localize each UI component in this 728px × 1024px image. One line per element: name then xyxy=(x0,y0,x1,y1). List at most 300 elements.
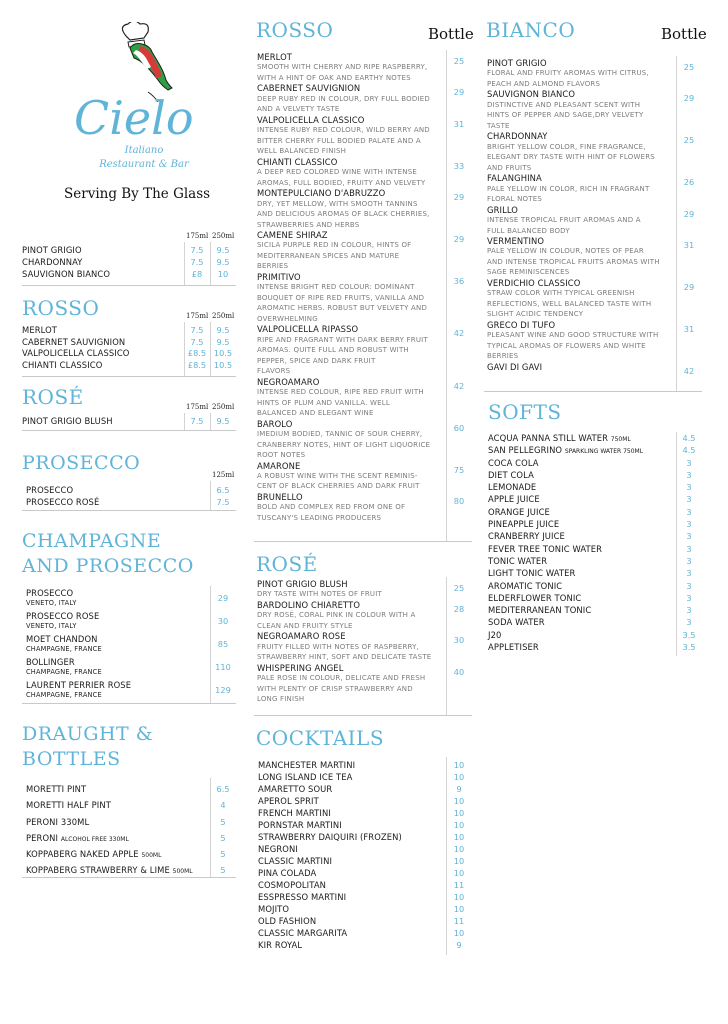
item-name-text: MORETTI PINT xyxy=(26,783,87,794)
item-price: 11 xyxy=(453,915,465,926)
list-item xyxy=(484,567,702,579)
glass-row xyxy=(22,269,236,281)
wine-item xyxy=(254,492,472,523)
item-price: 5 xyxy=(220,816,226,827)
wine-name: GAVI DI GAVI xyxy=(487,361,543,372)
wine-price: 25 xyxy=(683,62,695,72)
item-price: 110 xyxy=(215,662,231,672)
glass-rose-size-175: 175ml xyxy=(186,403,209,411)
wine-description: DRY ROSÉ, CORAL PINK IN COLOUR WITH A xyxy=(257,611,416,620)
glass-item-name: PINOT GRIGIO xyxy=(22,245,82,255)
wine-description: WITH PLENTY OF CRISP STRAWBERRY AND xyxy=(257,684,413,693)
wine-item xyxy=(484,278,702,320)
glass-item-price-175: 7.5 xyxy=(190,245,204,255)
wine-item xyxy=(484,58,702,89)
item-price: 10 xyxy=(453,891,465,902)
item-name-text: DIET COLA xyxy=(488,469,534,480)
wine-price: 75 xyxy=(453,464,465,475)
list-item xyxy=(484,444,702,456)
list-item xyxy=(484,555,702,567)
wine-name: CAMENE SHIRAZ xyxy=(257,230,328,241)
wine-price: 42 xyxy=(683,365,695,376)
glass-white-list xyxy=(22,242,236,286)
list-item xyxy=(254,819,472,831)
item-name xyxy=(258,868,316,878)
list-item xyxy=(22,846,236,862)
rosso-list xyxy=(254,50,472,542)
item-note: 500ML xyxy=(172,868,193,876)
glass-row xyxy=(22,325,236,337)
champagne-list xyxy=(22,586,236,704)
draught-list xyxy=(22,778,236,878)
wine-name: GRECO DI TUFO xyxy=(487,319,556,330)
wine-description: SAGE REMINISCENCES xyxy=(487,268,570,277)
logo-subtitle-1: Italiano xyxy=(124,145,164,156)
item-name-text: APPLETISER xyxy=(488,641,539,652)
list-item xyxy=(22,781,236,797)
wine-price: 30 xyxy=(453,635,465,646)
list-item xyxy=(254,915,472,927)
wine-name: SAUVIGNON BIANCO xyxy=(487,89,576,100)
wine-name: CHIANTI CLASSICO xyxy=(257,156,338,167)
item-price: 10 xyxy=(453,759,465,770)
list-item xyxy=(484,469,702,481)
item-name xyxy=(258,760,355,770)
list-item xyxy=(484,580,702,592)
item-name-text: TONIC WATER xyxy=(488,555,548,566)
wine-item xyxy=(484,320,702,362)
list-item xyxy=(484,493,702,505)
champagne-heading-2: AND PROSECCO xyxy=(22,555,194,577)
wine-price: 29 xyxy=(453,87,465,98)
item-name-text: LONG ISLAND ICE TEA xyxy=(258,771,353,782)
item-name xyxy=(258,808,331,818)
glass-item-price-250: 10 xyxy=(217,269,229,279)
item-price: 11 xyxy=(453,879,465,890)
item-name-text: MANCHESTER MARTINI xyxy=(258,759,356,770)
cocktails-heading: COCKTAILS xyxy=(256,726,385,750)
list-item xyxy=(254,843,472,855)
item-name xyxy=(26,800,111,810)
wine-description: DRY TASTE WITH NOTES OF FRUIT xyxy=(257,590,382,599)
wine-description: HINTS OF PEPPER AND SAGE,DRY VELVETY xyxy=(487,111,644,120)
wine-description: SLIGHT ACIDIC TENDENCY xyxy=(487,310,584,319)
champagne-item xyxy=(22,588,236,611)
list-item xyxy=(254,783,472,795)
wine-description: AND A VELVETY TASTE xyxy=(257,105,340,114)
item-name xyxy=(488,605,591,615)
item-name xyxy=(258,940,302,950)
list-item xyxy=(484,629,702,641)
item-price: 3 xyxy=(686,494,692,505)
item-price: 6.5 xyxy=(216,484,230,495)
item-price: 3 xyxy=(686,531,692,542)
item-name-text: AMARETTO SOUR xyxy=(258,783,333,794)
item-name: PROSECCO ROSE xyxy=(26,611,100,621)
wine-description: IMEDIUM BODIED, TANNIC OF SOUR CHERRY, xyxy=(257,430,423,439)
item-price: 6.5 xyxy=(216,783,230,794)
item-name-text: CLASSIC MARTINI xyxy=(258,855,333,866)
item-name-text: PERONI 330ML xyxy=(26,816,90,827)
item-name xyxy=(258,916,316,926)
wine-description: BOUQUET OF RIPE RED FRUITS, VANILLA AND xyxy=(257,293,425,302)
wine-description: FLORAL NOTES xyxy=(487,195,542,204)
item-name-text: LIGHT TONIC WATER xyxy=(488,568,576,579)
list-item xyxy=(22,814,236,830)
item-price: 10 xyxy=(453,807,465,818)
item-name-text: COCA COLA xyxy=(488,457,539,468)
wine-description: STRAWBERRIES AND HERBS xyxy=(257,220,360,229)
wine-price: 29 xyxy=(683,93,695,104)
wine-description: PEPPER, SPICE AND DARK FRUIT xyxy=(257,356,376,365)
item-name-text: SODA WATER xyxy=(488,617,545,628)
wine-item xyxy=(484,131,702,173)
softs-list xyxy=(484,432,702,656)
wine-description: PEACH AND ALMOND FLAVORS xyxy=(487,79,601,88)
glass-item-name: CHIANTI CLASSICO xyxy=(22,359,103,370)
list-item xyxy=(484,641,702,653)
champagne-item xyxy=(22,657,236,680)
wine-price: 25 xyxy=(683,135,695,146)
wine-item xyxy=(254,377,472,419)
wine-price: 29 xyxy=(453,192,465,203)
logo-name: Cielo xyxy=(74,91,194,145)
wine-price: 60 xyxy=(453,422,465,433)
softs-heading: SOFTS xyxy=(488,400,562,424)
wine-description: PLEASANT WINE AND GOOD STRUCTURE WITH xyxy=(487,331,659,340)
wine-price: 25 xyxy=(453,583,465,593)
wine-description: DEEP RUBY RED IN COLOUR, DRY FULL BODIED xyxy=(257,94,430,103)
item-price: 9 xyxy=(456,783,462,794)
wine-description: SICILA PURPLE RED IN COLOUR, HINTS OF xyxy=(257,241,412,250)
wine-description: INTENSE TROPICAL FRUIT AROMAS AND A xyxy=(487,216,641,225)
wine-price: 80 xyxy=(453,495,465,506)
wine-description: INTENSE BRIGHT RED COLOUR: DOMINANT xyxy=(257,283,415,292)
item-name-text: FEVER TREE TONIC WATER xyxy=(488,543,603,554)
list-item xyxy=(484,432,702,444)
item-price: 4.5 xyxy=(682,432,696,443)
item-price: 10 xyxy=(453,795,465,806)
wine-description: A DEEP RED COLORED WINE WITH INTENSE xyxy=(257,168,417,177)
item-name xyxy=(488,568,575,578)
list-item xyxy=(254,927,472,939)
wine-description: BERRIES xyxy=(257,262,289,271)
wine-price: 29 xyxy=(683,281,695,292)
list-item xyxy=(484,616,702,628)
item-name-text: OLD FASHION xyxy=(258,915,317,926)
item-price: 10 xyxy=(453,903,465,914)
item-name-text: ACQUA PANNA STILL WATER xyxy=(488,432,609,443)
list-item xyxy=(254,855,472,867)
wine-name: PINOT GRIGIO BLUSH xyxy=(257,579,348,589)
wine-description: CRANBERRY NOTES, HINT OF LIGHT LIQUORICE xyxy=(257,440,431,449)
champagne-heading-1: CHAMPAGNE xyxy=(22,530,162,552)
item-price: 7.5 xyxy=(216,496,230,507)
wine-name: GRILLO xyxy=(487,204,519,215)
item-price: 3 xyxy=(686,506,692,517)
wine-description: AND INTENSE TROPICAL FRUITS AROMAS WITH xyxy=(487,257,660,266)
prosecco-size: 125ml xyxy=(212,471,235,479)
item-price: 10 xyxy=(453,831,465,842)
item-name xyxy=(258,772,352,782)
item-name xyxy=(26,849,161,861)
glass-item-price-175: 7.5 xyxy=(190,325,204,335)
item-name-text: LEMONADE xyxy=(488,482,537,493)
item-name-text: CRANBERRY JUICE xyxy=(488,531,565,542)
wine-item xyxy=(254,52,472,83)
wine-price: 25 xyxy=(453,56,465,66)
item-price: 9 xyxy=(456,939,462,950)
glass-item-name: CABERNET SAUVIGNION xyxy=(22,336,126,347)
wine-item xyxy=(254,461,472,492)
glass-size-175: 175ml xyxy=(186,232,209,240)
wine-item xyxy=(254,663,472,705)
wine-price: 26 xyxy=(683,177,695,188)
glass-item-price-175: £8 xyxy=(191,269,203,279)
item-price: 3 xyxy=(686,617,692,628)
wine-description: TUSCANY'S LEADING PRODUCERS xyxy=(257,513,382,522)
list-item xyxy=(484,518,702,530)
item-origin: VENETO, ITALY xyxy=(26,599,77,608)
item-name xyxy=(488,507,550,517)
wine-name: NEGROAMARO ROSE xyxy=(257,631,346,642)
item-name-text: MORETTI HALF PINT xyxy=(26,800,111,811)
list-item xyxy=(484,604,702,616)
item-name xyxy=(26,784,86,794)
item-origin: CHAMPAGNE, FRANCE xyxy=(26,668,102,677)
wine-price: 29 xyxy=(453,234,465,245)
item-name xyxy=(488,617,545,627)
glass-rose-size-250: 250ml xyxy=(212,403,235,411)
glass-item-name: CHARDONNAY xyxy=(22,257,83,267)
list-item xyxy=(22,797,236,813)
wine-price: 36 xyxy=(453,275,465,286)
glass-size-250: 250ml xyxy=(212,232,235,240)
list-item xyxy=(254,903,472,915)
wine-description: AROMAS. QUITE FULL AND ROBUST WITH xyxy=(257,346,409,355)
wine-price: 31 xyxy=(683,240,695,251)
wine-description: FLAVORS xyxy=(257,367,291,376)
item-name: MOET CHANDON xyxy=(26,634,98,644)
wine-description: AROMATIC HERBS. ROBUST BUT VELVETY AND xyxy=(257,304,428,313)
wine-description: PALE ROSE IN COLOUR, DELICATE AND FRESH xyxy=(257,674,426,683)
item-price: 85 xyxy=(217,639,229,649)
list-item xyxy=(484,592,702,604)
wine-description: RIPE AND FRAGRANT WITH DARK BERRY FRUIT xyxy=(257,335,428,344)
item-name xyxy=(258,832,402,842)
wine-item xyxy=(254,600,472,631)
item-price: 5 xyxy=(220,849,226,860)
item-price: 3 xyxy=(686,555,692,566)
item-price: 4.5 xyxy=(682,445,696,456)
wine-item xyxy=(484,89,702,131)
wine-description: HINTS OF PLUM AND VANILLA. WELL xyxy=(257,398,390,407)
wine-description: BRIGHT YELLOW COLOR, FINE FRAGRANCE, xyxy=(487,142,646,151)
wine-description: INTENSE RED COLOUR, RIPE RED FRUIT WITH xyxy=(257,388,424,397)
glass-rosso-size-175: 175ml xyxy=(186,312,209,320)
wine-name: BAROLO xyxy=(257,418,293,429)
item-price: 3 xyxy=(686,469,692,480)
item-name-text: ORANGE JUICE xyxy=(488,506,550,517)
rose-bottle-heading: ROSÉ xyxy=(256,552,318,576)
glass-item-price-175: £8.5 xyxy=(187,348,207,359)
prosecco-heading: PROSECCO xyxy=(22,452,141,474)
item-name xyxy=(258,856,332,866)
logo-subtitle-2: Restaurant & Bar xyxy=(99,159,189,170)
draught-heading-1: DRAUGHT & xyxy=(22,723,154,745)
item-price: 3 xyxy=(686,482,692,493)
glass-item-price-250: 9.5 xyxy=(216,416,230,426)
wine-price: 31 xyxy=(683,323,695,334)
glass-row xyxy=(22,257,236,269)
item-name-text: MEDITERRANEAN TONIC xyxy=(488,605,592,616)
item-price: 5 xyxy=(220,865,226,876)
glass-rose-list xyxy=(22,413,236,431)
item-price: 5 xyxy=(220,832,226,843)
item-origin: VENETO, ITALY xyxy=(26,622,77,631)
glass-item-name: SAUVIGNON BIANCO xyxy=(22,269,111,279)
list-item xyxy=(254,891,472,903)
list-item xyxy=(22,862,236,878)
item-name-text: FRENCH MARTINI xyxy=(258,807,331,818)
wine-name: VALPOLICELLA RIPASSO xyxy=(257,324,359,335)
item-name xyxy=(488,642,539,652)
wine-description: DRY, YET MELLOW, WITH SMOOTH TANNINS xyxy=(257,199,418,208)
glass-row xyxy=(22,337,236,349)
item-name-text: STRAWBERRY DAIQUIRI (FROZEN) xyxy=(258,831,402,842)
item-name-text: ESSPRESSO MARTINI xyxy=(258,891,347,902)
item-name xyxy=(488,482,536,492)
item-name xyxy=(26,485,73,495)
wine-name: VERDICHIO CLASSICO xyxy=(487,277,581,288)
item-name-text: ELDERFLOWER TONIC xyxy=(488,592,582,603)
wine-name: NEGROAMARO xyxy=(257,376,320,387)
wine-item xyxy=(254,188,472,230)
list-item xyxy=(254,771,472,783)
item-name-text: COSMOPOLITAN xyxy=(258,879,327,890)
wine-name: BARDOLINO CHIARETTO xyxy=(257,599,361,610)
wine-description: WELL BALANCED FINISH xyxy=(257,147,347,156)
item-name xyxy=(488,581,562,591)
list-item xyxy=(254,759,472,771)
glass-item-price-250: 9.5 xyxy=(216,336,230,347)
bianco-list xyxy=(484,56,702,392)
wine-name: BRUNELLO xyxy=(257,491,303,502)
item-price: 129 xyxy=(215,685,231,695)
item-name-text: KIR ROYAL xyxy=(258,939,303,950)
item-name xyxy=(488,630,501,640)
wine-name: CHARDONNAY xyxy=(487,131,548,142)
wine-item xyxy=(254,419,472,461)
item-name-text: MOJITO xyxy=(258,903,290,914)
item-name xyxy=(26,833,129,845)
wine-item xyxy=(254,324,472,376)
item-name-text: KOPPABERG STRAWBERRY & LIME xyxy=(26,865,170,876)
item-name xyxy=(258,928,347,938)
glass-item-name: VALPOLICELLA CLASSICO xyxy=(22,348,130,359)
list-item xyxy=(254,807,472,819)
item-price: 3.5 xyxy=(682,641,696,652)
item-name-text: PERONI xyxy=(26,832,59,843)
cocktails-list xyxy=(254,757,472,955)
item-name xyxy=(26,817,89,827)
item-price: 3 xyxy=(686,568,692,579)
wine-price: 40 xyxy=(453,666,465,677)
wine-item xyxy=(484,236,702,278)
champagne-item xyxy=(22,680,236,703)
wine-item xyxy=(254,631,472,662)
item-price: 3 xyxy=(686,457,692,468)
item-name xyxy=(488,519,559,529)
glass-row xyxy=(22,360,236,372)
item-name xyxy=(488,593,581,603)
wine-description: STRAW COLOR WITH TYPICAL GREENISH xyxy=(487,289,635,298)
glass-row xyxy=(22,348,236,360)
item-name xyxy=(258,820,342,830)
wine-name: WHISPERING ANGEL xyxy=(257,662,344,673)
wine-description: AROMAS, FULL BODIED, FRUITY AND VELVETY xyxy=(257,178,426,187)
glass-row xyxy=(22,245,236,257)
item-name-text: KOPPABERG NAKED APPLE xyxy=(26,849,139,860)
item-price: 3 xyxy=(686,519,692,530)
item-name: PROSECCO xyxy=(26,588,74,598)
glass-item-price-175: 7.5 xyxy=(190,257,204,267)
glass-rosso-size-250: 250ml xyxy=(212,312,235,320)
item-name-text: APEROL SPRIT xyxy=(258,795,319,806)
list-item xyxy=(22,496,236,508)
wine-name: VALPOLICELLA CLASSICO xyxy=(257,114,365,125)
champagne-item xyxy=(22,634,236,657)
item-name xyxy=(488,544,602,554)
wine-description: ROOT NOTES xyxy=(257,451,306,460)
bianco-bottle-label: Bottle xyxy=(661,25,707,43)
wine-description: DISTINCTIVE AND PLEASANT SCENT WITH xyxy=(487,100,641,109)
glass-item-price-175: 7.5 xyxy=(190,336,204,347)
item-price: 10 xyxy=(453,819,465,830)
item-name-text: PINA COLADA xyxy=(258,867,317,878)
item-name-text: J20 xyxy=(488,629,502,640)
wine-description: SMOOTH WITH CHERRY AND RIPE RASPBERRY, xyxy=(257,63,428,72)
item-name xyxy=(258,880,326,890)
item-price: 30 xyxy=(217,616,229,626)
wine-price: 42 xyxy=(453,380,465,391)
item-price: 4 xyxy=(220,800,226,811)
glass-rosso-heading: ROSSO xyxy=(22,296,100,320)
item-note: 750ML xyxy=(610,435,631,443)
wine-price: 33 xyxy=(453,160,465,171)
item-note: SPARKLING WATER 750ML xyxy=(564,448,644,456)
glass-item-price-250: 9.5 xyxy=(216,245,230,255)
wine-description: FLORAL AND FRUITY AROMAS WITH CITRUS, xyxy=(487,69,649,78)
wine-description: PALE YELLOW IN COLOR, RICH IN FRAGRANT xyxy=(487,184,650,193)
item-note: ALCOHOL FREE 330ML xyxy=(60,835,129,843)
list-item xyxy=(484,506,702,518)
item-name xyxy=(488,556,547,566)
wine-description: LONG FINISH xyxy=(257,695,305,704)
glass-rose-heading: ROSÉ xyxy=(22,385,84,409)
item-name xyxy=(488,531,565,541)
item-name-text: SAN PELLEGRINO xyxy=(488,445,563,456)
wine-name: MONTEPULCIANO D'ABRUZZO xyxy=(257,188,386,199)
cielo-logo xyxy=(60,22,220,172)
item-price: 10 xyxy=(453,867,465,878)
wine-description: TYPICAL AROMAS OF FLOWERS AND WHITE xyxy=(487,341,646,350)
wine-description: PALE YELLOW IN COLOUR, NOTES OF PEAR xyxy=(487,247,644,256)
item-price: 10 xyxy=(453,771,465,782)
wine-description: CENT OF BLACK CHERRIES AND DARK FRUIT xyxy=(257,482,420,491)
item-name: LAURENT PERRIER ROSE xyxy=(26,680,132,690)
wine-name: PRIMITIVO xyxy=(257,271,301,282)
